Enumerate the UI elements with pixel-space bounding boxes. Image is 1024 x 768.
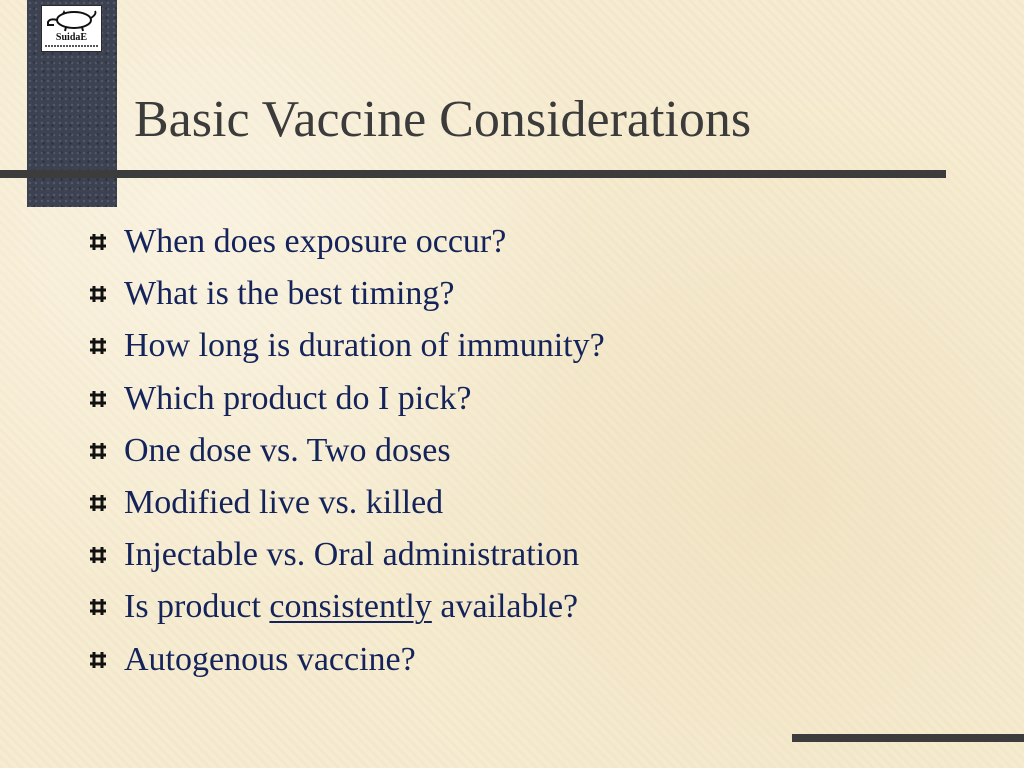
- bullet-text: Autogenous vaccine?: [124, 640, 416, 678]
- hash-bullet-icon: [88, 493, 124, 513]
- footer-accent-rule: [792, 734, 1024, 742]
- bullet-list: [88, 216, 605, 686]
- bullet-item: [88, 320, 605, 372]
- logo-text: SuidaE: [55, 32, 88, 43]
- bullet-item: [88, 477, 605, 529]
- suidae-logo: [41, 5, 102, 52]
- hash-bullet-icon: [88, 545, 124, 565]
- hash-bullet-icon: [88, 232, 124, 252]
- bullet-text: How long is duration of immunity?: [124, 327, 605, 365]
- bullet-text-emphasis: consistently: [269, 588, 432, 626]
- bullet-item: [88, 581, 605, 633]
- title-underline-rule: [0, 170, 946, 178]
- bullet-text: [124, 587, 578, 627]
- bullet-item: [88, 425, 605, 477]
- hash-bullet-icon: [88, 389, 124, 409]
- slide-title: Basic Vaccine Considerations: [134, 91, 752, 148]
- bullet-text: Modified live vs. killed: [124, 484, 444, 522]
- bullet-text: What is the best timing?: [124, 275, 455, 313]
- bullet-item: [88, 268, 605, 320]
- bullet-item: [88, 373, 605, 425]
- bullet-text: Injectable vs. Oral administration: [124, 536, 580, 574]
- logo-tagline-line: [45, 45, 98, 47]
- bullet-text-after: available?: [431, 588, 579, 626]
- hash-bullet-icon: [88, 441, 124, 461]
- bullet-text: Which product do I pick?: [124, 379, 472, 417]
- hash-bullet-icon: [88, 336, 124, 356]
- bullet-item: [88, 634, 605, 686]
- bullet-text-before: Is product: [124, 588, 270, 626]
- bullet-item: [88, 216, 605, 268]
- pig-icon: [44, 8, 100, 32]
- hash-bullet-icon: [88, 284, 124, 304]
- hash-bullet-icon: [88, 650, 124, 670]
- bullet-item: [88, 529, 605, 581]
- bullet-text: One dose vs. Two doses: [124, 431, 451, 469]
- bullet-text: When does exposure occur?: [124, 223, 507, 261]
- hash-bullet-icon: [88, 597, 124, 617]
